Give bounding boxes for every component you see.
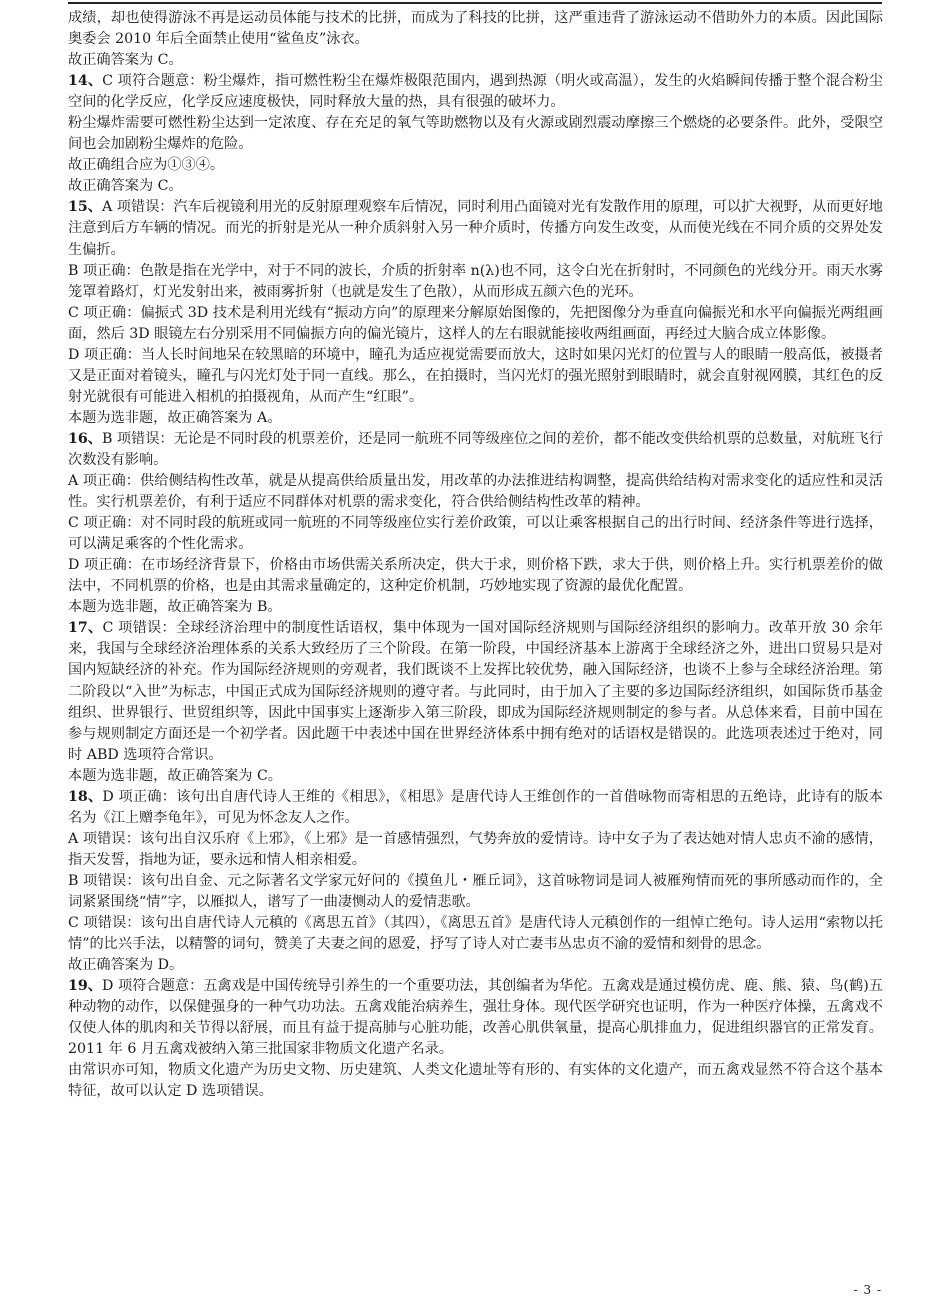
paragraph: 故正确答案为 C。 — [68, 178, 183, 195]
question-17: 17、C 项错误：全球经济治理中的制度性话语权，集中体现为一国对国际经济规则与国际经济组织的影响力。改革开放 30 余年来，我国与全球经济治理体系的关系大致经历了三个阶段。在第一阶段，中国经济基本上游离于全球经济之外，进出口贸易只是对国内短缺经济的补充。作为国际经济规则的旁观者，我们既谈不上发挥比较优势，融入国际经济，也谈不上参与全球经济治理。第二阶段以“入世”为标志，中国正式成为国际经济规则的遵守者。与此同时，由于加入了主要的多边国际经济组织，如国际货币基金组织、世界银行、世贸组织等，因此中国事实上逐渐步入第三阶段，即成为国际经济规则制定的参与者。从总体来看，目前中国在参与规则制定方面还是一个初学者。因此题干中表述中国在世界经济体系中拥有绝对的话语权是错误的。此选项表述过于绝对，同时 ABD 选项符合常识。 — [68, 620, 883, 763]
paragraph: A 项正确：供给侧结构性改革，就是从提高供给质量出发，用改革的办法推进结构调整，提高供给结构对需求变化的适应性和灵活性。实行机票差价，有利于适应不同群体对机票的需求变化，符合供给侧结构性改革的精神。 — [68, 473, 883, 511]
document-body — [68, 8, 883, 1102]
question-number: 17、 — [68, 620, 103, 637]
paragraph: D 项正确：当人长时间地呆在较黑暗的环境中，瞳孔为适应视觉需要而放大，这时如果闪光灯的位置与人的眼睛一般高低，被摄者又是正面对着镜头，瞳孔与闪光灯处于同一直线。那么，在拍摄时，当闪光灯的强光照射到眼睛时，就会直射视网膜，其红色的反射光就很有可能进入相机的拍摄视角，从而产生“红眼”。 — [68, 346, 883, 405]
paragraph: 成绩，却也使得游泳不再是运动员体能与技术的比拼，而成为了科技的比拼，这严重违背了游泳运动不借助外力的本质。因此国际奥委会 2010 年后全面禁止使用“鲨鱼皮”泳衣。 — [68, 10, 883, 48]
paragraph: D 项正确：在市场经济背景下，价格由市场供需关系所决定，供大于求，则价格下跌，求大于供，则价格上升。实行机票差价的做法中，不同机票的价格，也是由其需求量确定的，这种定价机制，巧妙地实现了资源的最优化配置。 — [68, 557, 883, 595]
paragraph: 本题为选非题，故正确答案为 A。 — [68, 409, 282, 426]
page-number: - 3 - — [853, 1283, 882, 1297]
paragraph: 故正确答案为 C。 — [68, 52, 183, 69]
question-16: 16、B 项错误：无论是不同时段的机票差价，还是同一航班不同等级座位之间的差价，都不能改变供给机票的总数量，对航班飞行次数没有影响。 — [68, 430, 884, 468]
question-number: 19、 — [68, 978, 103, 995]
question-14: 14、C 项符合题意：粉尘爆炸，指可燃性粉尘在爆炸极限范围内，遇到热源（明火或高温），发生的火焰瞬间传播于整个混合粉尘空间的化学反应，化学反应速度极快，同时释放大量的热，具有很强的破坏力。 — [68, 73, 883, 111]
paragraph: 本题为选非题，故正确答案为 C。 — [68, 767, 282, 784]
question-18: 18、D 项正确：该句出自唐代诗人王维的《相思》，《相思》是唐代诗人王维创作的一首借咏物而寄相思的五绝诗，此诗有的版本名为《江上赠李龟年》，可见为怀念友人之作。 — [68, 788, 883, 826]
paragraph: B 项错误：该句出自金、元之际著名文学家元好问的《摸鱼儿・雁丘词》，这首咏物词是词人被雁殉情而死的事所感动而作的，全词紧紧围绕“情”字，以雁拟人，谱写了一曲凄恻动人的爱情悲歌。 — [68, 872, 883, 910]
question-number: 18、 — [68, 788, 103, 805]
question-number: 14、 — [68, 73, 103, 90]
paragraph: 故正确答案为 D。 — [68, 957, 184, 974]
header-rule — [68, 2, 882, 4]
paragraph: 本题为选非题，故正确答案为 B。 — [68, 599, 282, 616]
question-15: 15、A 项错误：汽车后视镜利用光的反射原理观察车后情况，同时利用凸面镜对光有发散作用的原理，可以扩大视野，从而更好地注意到后方车辆的情况。而光的折射是光从一种介质斜射入另一种介质时，传播方向发生改变，从而使光线在不同介质的交界处发生偏折。 — [68, 199, 883, 258]
question-19: 19、D 项符合题意：五禽戏是中国传统导引养生的一个重要功法，其创编者为华佗。五禽戏是通过模仿虎、鹿、熊、猿、鸟(鹤)五种动物的动作，以保健强身的一种气功功法。五禽戏能治病养生，强壮身体。现代医学研究也证明，作为一种医疗体操，五禽戏不仅使人体的肌肉和关节得以舒展，而且有益于提高肺与心脏功能，改善心肌供氧量，提高心肌排血力，促进组织器官的正常发育。2011 年 6 月五禽戏被纳入第三批国家非物质文化遗产名录。 — [68, 978, 883, 1058]
paragraph: 粉尘爆炸需要可燃性粉尘达到一定浓度、存在充足的氧气等助燃物以及有火源或剧烈震动摩擦三个燃烧的必要条件。此外，受限空间也会加剧粉尘爆炸的危险。 — [68, 115, 883, 153]
paragraph: C 项正确：偏振式 3D 技术是利用光线有“振动方向”的原理来分解原始图像的，先把图像分为垂直向偏振光和水平向偏振光两组画面，然后 3D 眼镜左右分别采用不同偏振方向的偏光镜片，这样人的左右眼就能接收两组画面，再经过大脑合成立体影像。 — [68, 304, 883, 342]
paragraph: A 项错误：该句出自汉乐府《上邪》，《上邪》是一首感情强烈，气势奔放的爱情诗。诗中女子为了表达她对情人忠贞不渝的感情，指天发誓，指地为证，要永远和情人相亲相爱。 — [68, 830, 883, 868]
paragraph: 故正确组合应为①③④。 — [68, 157, 225, 174]
paragraph: C 项正确：对不同时段的航班或同一航班的不同等级座位实行差价政策，可以让乘客根据自己的出行时间、经济条件等进行选择，可以满足乘客的个性化需求。 — [68, 515, 883, 553]
question-number: 16、 — [68, 430, 102, 447]
question-number: 15、 — [68, 199, 102, 216]
paragraph: B 项正确：色散是指在光学中，对于不同的波长，介质的折射率 n(λ)也不同，这令白光在折射时，不同颜色的光线分开。雨天水雾笼罩着路灯，灯光发射出来，被雨雾折射（也就是发生了色散），从而形成五颜六色的光环。 — [68, 262, 883, 300]
paragraph: 由常识亦可知，物质文化遗产为历史文物、历史建筑、人类文化遗址等有形的、有实体的文化遗产，而五禽戏显然不符合这个基本特征，故可以认定 D 选项错误。 — [68, 1062, 883, 1100]
paragraph: C 项错误：该句出自唐代诗人元稹的《离思五首》（其四），《离思五首》是唐代诗人元稹创作的一组悼亡绝句。诗人运用“索物以托情”的比兴手法，以精警的词句，赞美了夫妻之间的恩爱，抒写了诗人对亡妻韦丛忠贞不渝的爱情和刻骨的思念。 — [68, 915, 883, 953]
